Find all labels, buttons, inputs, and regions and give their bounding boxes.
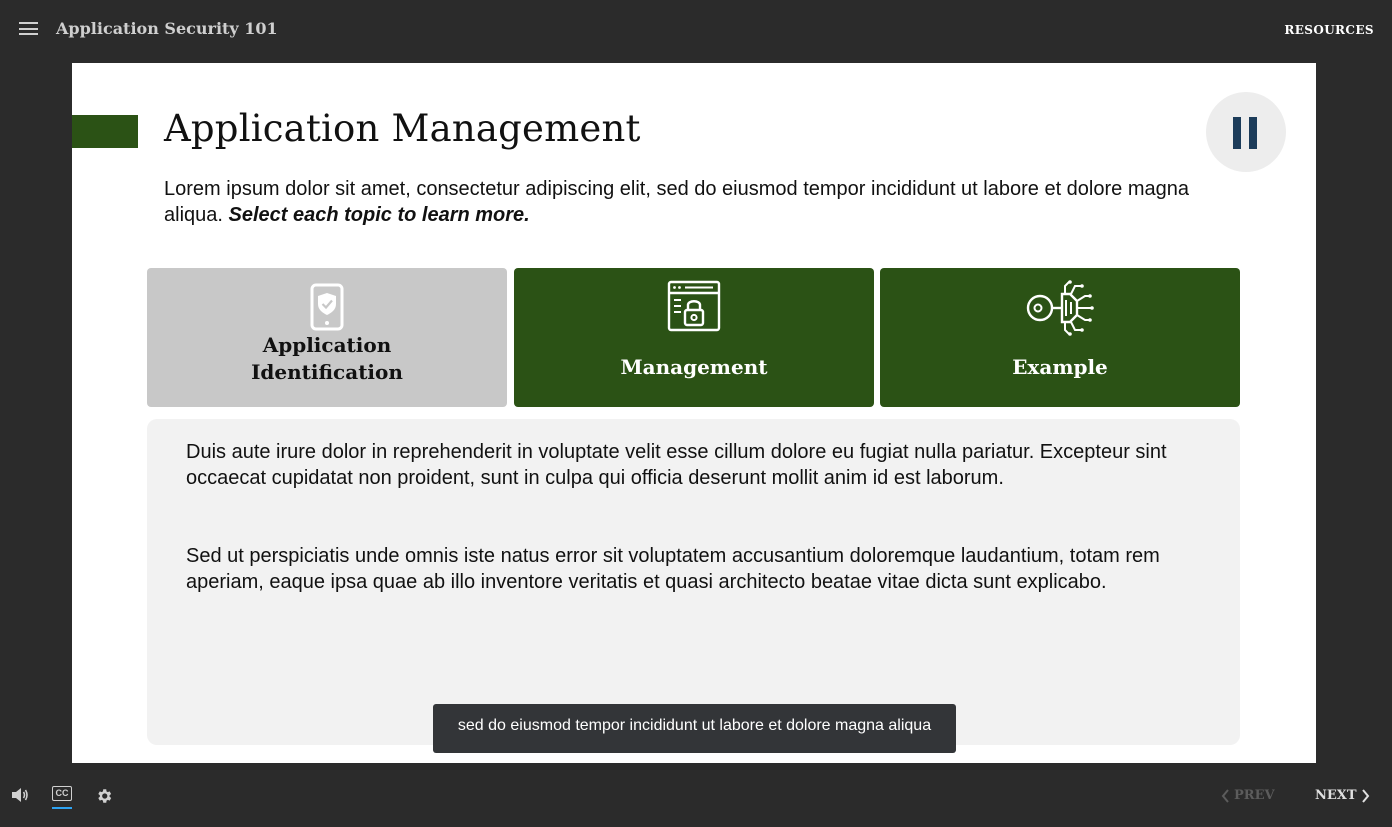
browser-lock-icon: [667, 280, 721, 332]
volume-icon: [11, 787, 29, 803]
intro-body: Lorem ipsum dolor sit amet, consectetur adipiscing elit, sed do eiusmod tempor incididunt ut labore et dolore magna aliqua.: [164, 178, 1189, 226]
prev-button[interactable]: [1221, 788, 1275, 803]
next-button[interactable]: [1315, 788, 1370, 803]
cc-icon: CC: [52, 786, 72, 801]
settings-button[interactable]: [95, 787, 113, 810]
slide: [72, 63, 1316, 763]
resources-button[interactable]: RESOURCES: [1284, 23, 1374, 37]
gear-icon: [95, 787, 113, 805]
closed-captions-button[interactable]: [52, 786, 72, 809]
tab-label-line1: Application: [262, 333, 392, 357]
phone-shield-icon: [310, 283, 344, 331]
cc-active-indicator: [52, 807, 72, 809]
content-panel: [147, 419, 1240, 745]
tab-application-identification[interactable]: [147, 268, 507, 407]
closed-caption: sed do eiusmod tempor incididunt ut labore et dolore magna aliqua: [433, 704, 956, 753]
tab-example[interactable]: [880, 268, 1240, 407]
pause-icon: [1233, 117, 1241, 149]
course-title: Application Security 101: [56, 19, 278, 38]
pause-icon-bar: [1249, 117, 1257, 149]
tab-label: [147, 332, 507, 386]
circuit-key-icon: [1025, 280, 1095, 336]
panel-paragraph: Duis aute irure dolor in reprehenderit in voluptate velit esse cillum dolore eu fugiat nulla pariatur. Excepteur sint occaecat cupidatat non proident, sunt in culpa qui officia deserunt mollit anim id est laborum.: [186, 441, 1167, 489]
volume-button[interactable]: [11, 787, 29, 808]
tab-label-line2: Identification: [251, 360, 403, 384]
panel-paragraph: Sed ut perspiciatis unde omnis iste natus error sit voluptatem accusantium doloremque laudantium, totam rem aperiam, eaque ipsa quae ab illo inventore veritatis et quasi architecto beatae vitae dicta sunt explicabo.: [186, 545, 1160, 593]
slide-title: Application Management: [164, 107, 641, 150]
intro-instruction: Select each topic to learn more.: [228, 204, 530, 226]
intro-text: [164, 176, 1204, 228]
prev-label: PREV: [1234, 788, 1275, 803]
tab-management[interactable]: [514, 268, 874, 407]
next-label: NEXT: [1315, 788, 1357, 803]
tab-label: Management: [620, 355, 768, 379]
tab-label: Example: [1012, 355, 1108, 379]
chevron-left-icon: [1221, 789, 1230, 803]
title-accent-bar: [72, 115, 138, 148]
pause-button[interactable]: [1206, 92, 1286, 172]
top-bar: [0, 0, 1392, 60]
menu-icon[interactable]: [19, 22, 38, 38]
chevron-right-icon: [1361, 789, 1370, 803]
